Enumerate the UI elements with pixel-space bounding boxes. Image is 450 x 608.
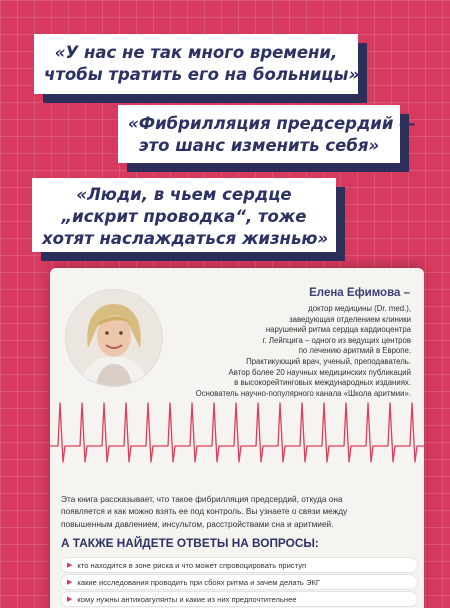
quote-2-line-2: это шанс изменить себя» xyxy=(138,136,380,155)
arrow-icon: ▶ xyxy=(67,578,73,586)
quote-3-line-1: «Люди, в чьем сердце xyxy=(76,185,292,204)
bio-line: г. Лейпцига – одного из ведущих центров xyxy=(262,335,411,345)
question-item xyxy=(61,575,417,589)
book-back-cover xyxy=(50,268,424,608)
ecg-line xyxy=(50,403,424,462)
bio-line: Основатель научно-популярного канала «Школа аритмии». xyxy=(195,388,411,398)
questions-list xyxy=(61,558,417,608)
quote-card-3 xyxy=(32,178,336,252)
author-name: Елена Ефимова – xyxy=(309,287,410,299)
book-description xyxy=(61,493,417,530)
quote-card-1 xyxy=(34,34,358,94)
quote-card-2 xyxy=(118,105,416,163)
bio-line: в высокорейтинговых международных изданиях. xyxy=(234,378,411,388)
question-text: какие исследования проводить при сбоях ритма и зачем делать ЭКГ xyxy=(77,577,320,587)
author-bio xyxy=(165,304,411,399)
description-line: повышенным давлением, инсультом, расстройствами сна и аритмией. xyxy=(61,518,334,529)
description-line: появляется и как можно взять ее под контроль. Вы узнаете о связи между xyxy=(61,506,348,517)
quote-2-line-1: «Фибрилляция предсердий — xyxy=(128,114,416,133)
arrow-icon: ▶ xyxy=(67,595,73,603)
author-photo xyxy=(65,289,163,387)
ecg-waveform-graphic xyxy=(50,400,424,466)
questions-heading: А ТАКЖЕ НАЙДЕТЕ ОТВЕТЫ НА ВОПРОСЫ: xyxy=(61,536,319,550)
question-item xyxy=(61,558,417,572)
question-item xyxy=(61,592,417,606)
arrow-icon: ▶ xyxy=(67,561,73,569)
quote-1-line-2: чтобы тратить его на больницы» xyxy=(44,65,360,84)
author-portrait-image xyxy=(66,290,162,386)
bio-line: Автор более 20 научных медицинских публикаций xyxy=(228,367,411,377)
bio-line: Практикующий врач, ученый, преподаватель. xyxy=(246,356,411,366)
bio-line: заведующая отделением клиники xyxy=(289,314,411,324)
question-text: кому нужны антикоагулянты и какие из них предпочтительнее xyxy=(77,594,297,604)
bio-line: нарушений ритма сердца кардиоцентра xyxy=(265,325,411,335)
bio-line: доктор медицины (Dr. med.), xyxy=(308,304,411,313)
quote-3-line-2: „искрит проводка“, тоже xyxy=(61,207,307,226)
quote-1-line-1: «У нас не так много времени, xyxy=(54,43,338,62)
description-line: Эта книга рассказывает, что такое фибрилляция предсердий, откуда она xyxy=(61,494,343,504)
bio-line: по лечению аритмий в Европе. xyxy=(298,346,411,356)
quote-3-line-3: хотят наслаждаться жизнью» xyxy=(42,229,329,248)
question-text: кто находится в зоне риска и что может спровоцировать приступ xyxy=(77,560,307,570)
